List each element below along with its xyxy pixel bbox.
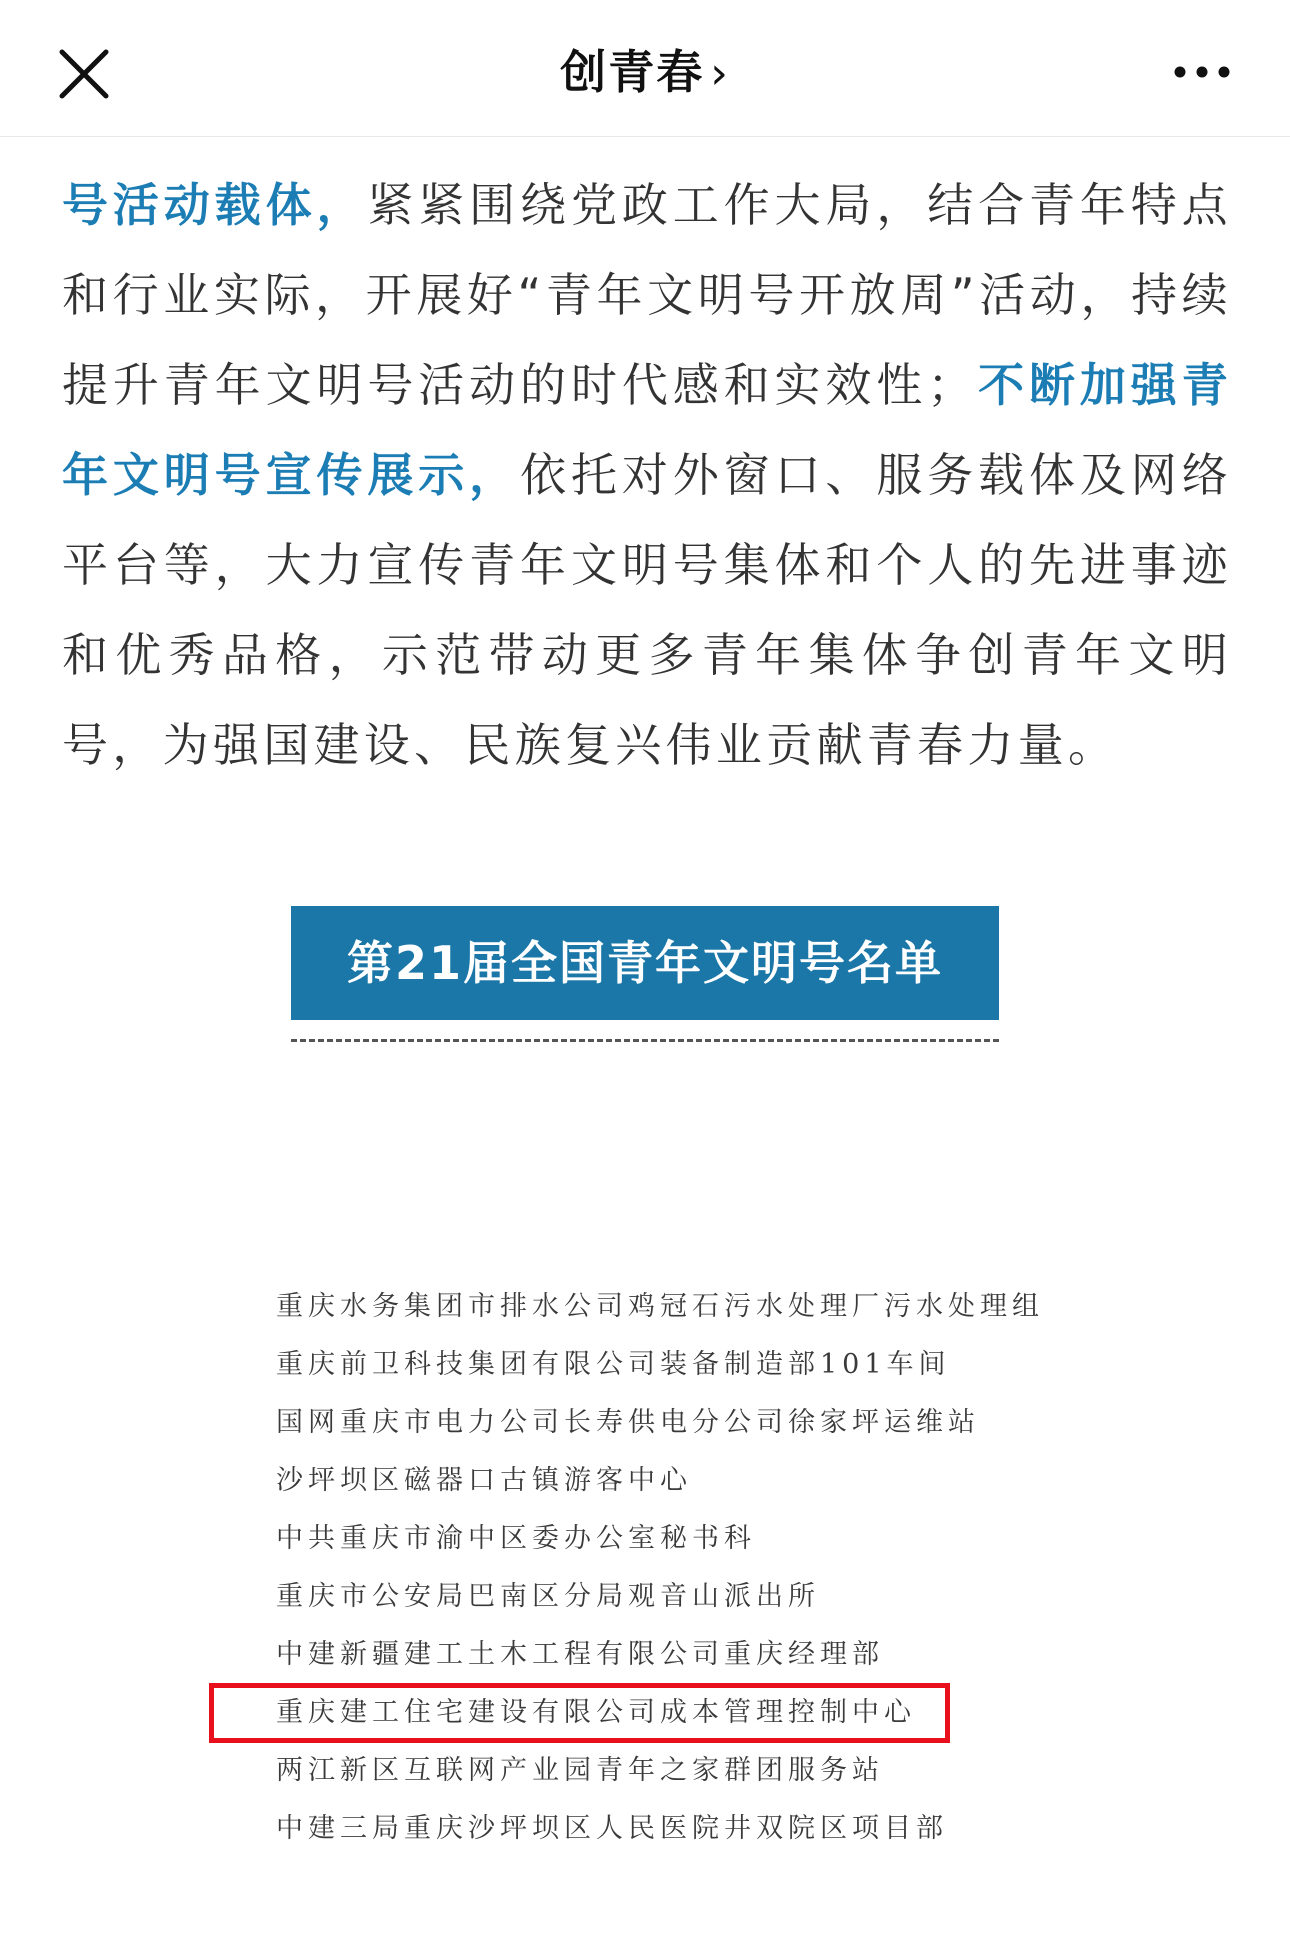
account-title: 创青春 (560, 45, 705, 99)
article-paragraph (62, 160, 1232, 790)
list-item: 中共重庆市渝中区委办公室秘书科 (276, 1523, 756, 1554)
list-item: 重庆市公安局巴南区分局观音山派出所 (276, 1581, 820, 1612)
list-item: 重庆前卫科技集团有限公司装备制造部101车间 (276, 1349, 951, 1380)
list-item: 沙坪坝区磁器口古镇游客中心 (276, 1465, 692, 1496)
more-dots-icon[interactable] (1170, 52, 1234, 92)
section-title-banner: 第21届全国青年文明号名单 (291, 906, 999, 1020)
list-item-highlighted: 重庆建工住宅建设有限公司成本管理控制中心 (276, 1697, 916, 1728)
paragraph-text-1: 紧紧围绕党政工作大局，结合青年特点和行业实际，开展好“青年文明号开放周”活动，持续提升青年文明号活动的时代感和实效性； (62, 178, 1232, 412)
paragraph-text-2: 依托对外窗口、服务载体及网络平台等，大力宣传青年文明号集体和个人的先进事迹和优秀品格，示范带动更多青年集体争创青年文明号，为强国建设、民族复兴伟业贡献青春力量。 (62, 448, 1232, 772)
honoree-list (276, 1278, 1056, 1858)
red-highlight-box (209, 1683, 950, 1743)
chevron-right-icon: › (710, 48, 730, 99)
highlight-text-publicity: 不断加强青年文明号宣传展示， (62, 358, 1233, 502)
top-navigation-bar (0, 0, 1290, 137)
list-item: 两江新区互联网产业园青年之家群团服务站 (276, 1755, 884, 1786)
list-item: 国网重庆市电力公司长寿供电分公司徐家坪运维站 (276, 1407, 980, 1438)
list-item: 中建新疆建工土木工程有限公司重庆经理部 (276, 1639, 884, 1670)
account-title-link[interactable] (0, 36, 1290, 102)
dashed-divider (291, 1039, 999, 1042)
list-item: 重庆水务集团市排水公司鸡冠石污水处理厂污水处理组 (276, 1291, 1044, 1322)
highlight-text-activity-carrier: 号活动载体， (62, 178, 368, 232)
list-item: 中建三局重庆沙坪坝区人民医院井双院区项目部 (276, 1813, 948, 1844)
